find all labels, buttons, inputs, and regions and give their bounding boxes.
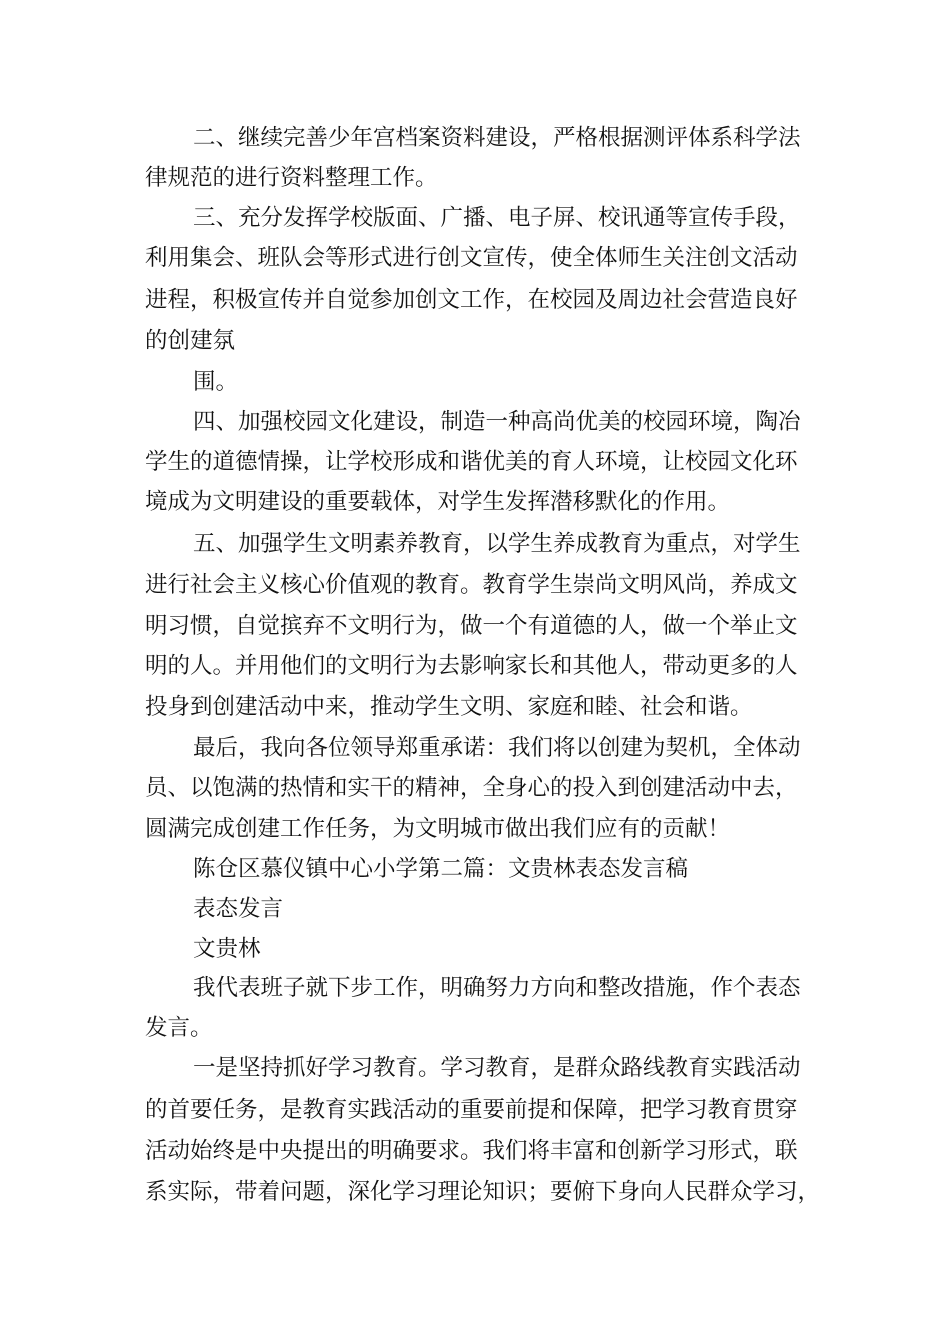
text-line: 的首要任务，是教育实践活动的重要前提和保障，把学习教育贯穿 <box>145 1097 798 1123</box>
text-line: 陈仓区慕仪镇中心小学第二篇：文贵林表态发言稿 <box>193 856 689 882</box>
text-line: 一是坚持抓好学习教育。学习教育，是群众路线教育实践活动 <box>193 1055 801 1081</box>
text-line: 围。 <box>193 369 239 395</box>
text-line: 四、加强校园文化建设，制造一种高尚优美的校园环境，陶冶 <box>193 409 801 435</box>
text-line: 表态发言 <box>193 896 284 922</box>
text-line: 明的人。并用他们的文明行为去影响家长和其他人，带动更多的人 <box>145 653 798 679</box>
text-line: 三、充分发挥学校版面、广播、电子屏、校讯通等宣传手段， <box>193 205 801 231</box>
text-line: 活动始终是中央提出的明确要求。我们将丰富和创新学习形式，联 <box>145 1138 798 1164</box>
text-line: 最后，我向各位领导郑重承诺：我们将以创建为契机，全体动 <box>193 735 801 761</box>
text-line: 进行社会主义核心价值观的教育。教育学生崇尚文明风尚，养成文 <box>145 572 798 598</box>
text-line: 我代表班子就下步工作，明确努力方向和整改措施，作个表态 <box>193 975 801 1001</box>
text-line: 明习惯，自觉摈弃不文明行为，做一个有道德的人，做一个举止文 <box>145 613 798 639</box>
text-line: 境成为文明建设的重要载体，对学生发挥潜移默化的作用。 <box>145 489 731 515</box>
text-line: 利用集会、班队会等形式进行创文宣传，使全体师生关注创文活动 <box>145 245 798 271</box>
text-line: 投身到创建活动中来，推动学生文明、家庭和睦、社会和谐。 <box>145 694 753 720</box>
text-line: 系实际，带着问题，深化学习理论知识；要俯下身向人民群众学习， <box>145 1179 821 1205</box>
text-line: 五、加强学生文明素养教育，以学生养成教育为重点，对学生 <box>193 531 801 557</box>
text-line: 文贵林 <box>193 936 261 962</box>
text-line: 二、继续完善少年宫档案资料建设，严格根据测评体系科学法 <box>193 125 801 151</box>
text-line: 的创建氛 <box>145 328 236 354</box>
text-line: 圆满完成创建工作任务，为文明城市做出我们应有的贡献！ <box>145 816 731 842</box>
text-line: 员、以饱满的热情和实干的精神，全身心的投入到创建活动中去， <box>145 775 798 801</box>
text-line: 进程，积极宣传并自觉参加创文工作，在校园及周边社会营造良好 <box>145 287 798 313</box>
text-line: 学生的道德情操，让学校形成和谐优美的育人环境，让校园文化环 <box>145 449 798 475</box>
text-line: 发言。 <box>145 1015 213 1041</box>
text-line: 律规范的进行资料整理工作。 <box>145 165 438 191</box>
